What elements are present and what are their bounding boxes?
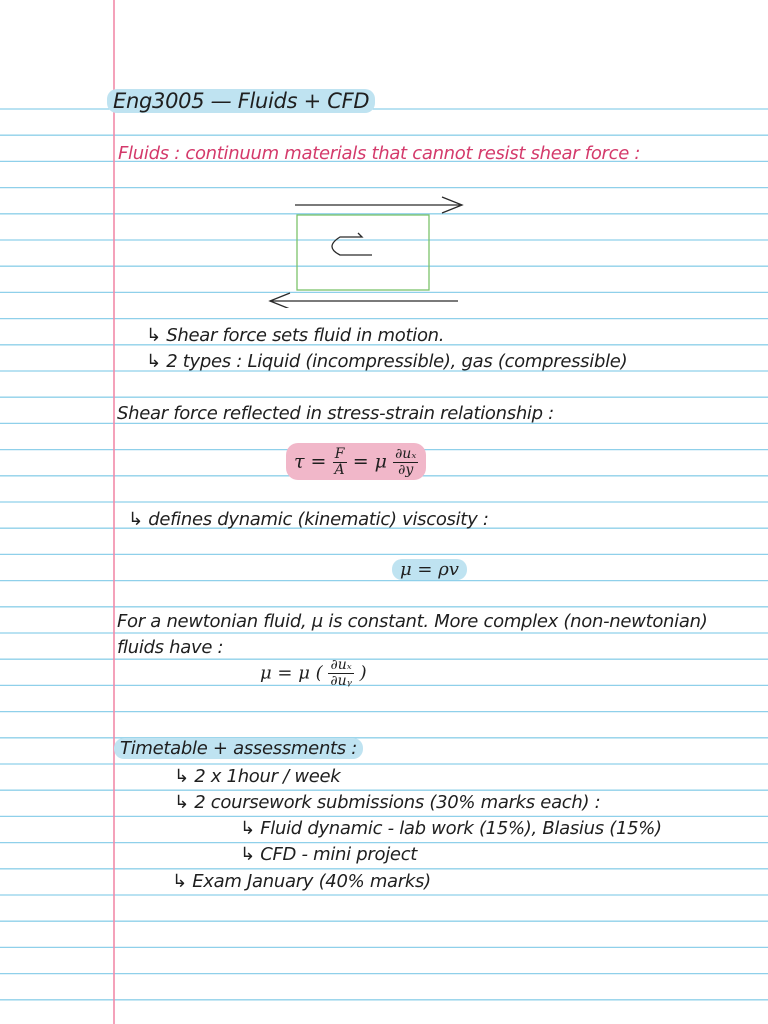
timetable-item: ↳ CFD - mini project: [240, 844, 418, 865]
non-newtonian-formula: μ = μ ( $\frac{\text{∂uₓ}}{\text{∂uᵧ}}$ ): [260, 657, 367, 689]
stress-heading: Shear force reflected in stress-strain relationship :: [117, 403, 554, 424]
gradient-fraction: $\frac{\text{∂uₓ}}{\text{∂uᵧ}}$: [330, 657, 352, 689]
rotation-arrow: [332, 233, 372, 255]
velocity-gradient-fraction: $\frac{\text{∂uₓ}}{\partial y}$: [395, 446, 417, 478]
shear-force-diagram: [262, 193, 472, 308]
timetable-item: ↳ 2 x 1hour / week: [174, 766, 341, 787]
fluid-element-box: [297, 215, 429, 290]
fluid-definition: Fluids : continuum materials that cannot resist shear force :: [118, 143, 641, 164]
shear-stress-formula: [286, 443, 426, 480]
motion-note: ↳ Shear force sets fluid in motion.: [146, 325, 445, 346]
force-area-fraction: $\frac{F}{A}$: [334, 446, 345, 478]
viscosity-note: ↳ defines dynamic (kinematic) viscosity :: [128, 509, 489, 530]
viscosity-formula: μ = ρv: [392, 559, 467, 580]
timetable-item: ↳ 2 coursework submissions (30% marks each) :: [174, 792, 601, 813]
timetable-item: ↳ Fluid dynamic - lab work (15%), Blasius (15%): [240, 818, 662, 839]
formula-lhs: τ =: [294, 450, 327, 473]
formula-mid: = μ: [352, 450, 388, 473]
page-title: Eng3005 — Fluids + CFD: [107, 89, 375, 113]
newtonian-line-1: For a newtonian fluid, μ is constant. More complex (non-newtonian): [117, 611, 708, 632]
newtonian-line-2: fluids have :: [117, 637, 224, 658]
timetable-item: ↳ Exam January (40% marks): [172, 871, 431, 892]
timetable-heading: Timetable + assessments :: [114, 738, 363, 759]
types-note: ↳ 2 types : Liquid (incompressible), gas (compressible): [146, 351, 628, 372]
